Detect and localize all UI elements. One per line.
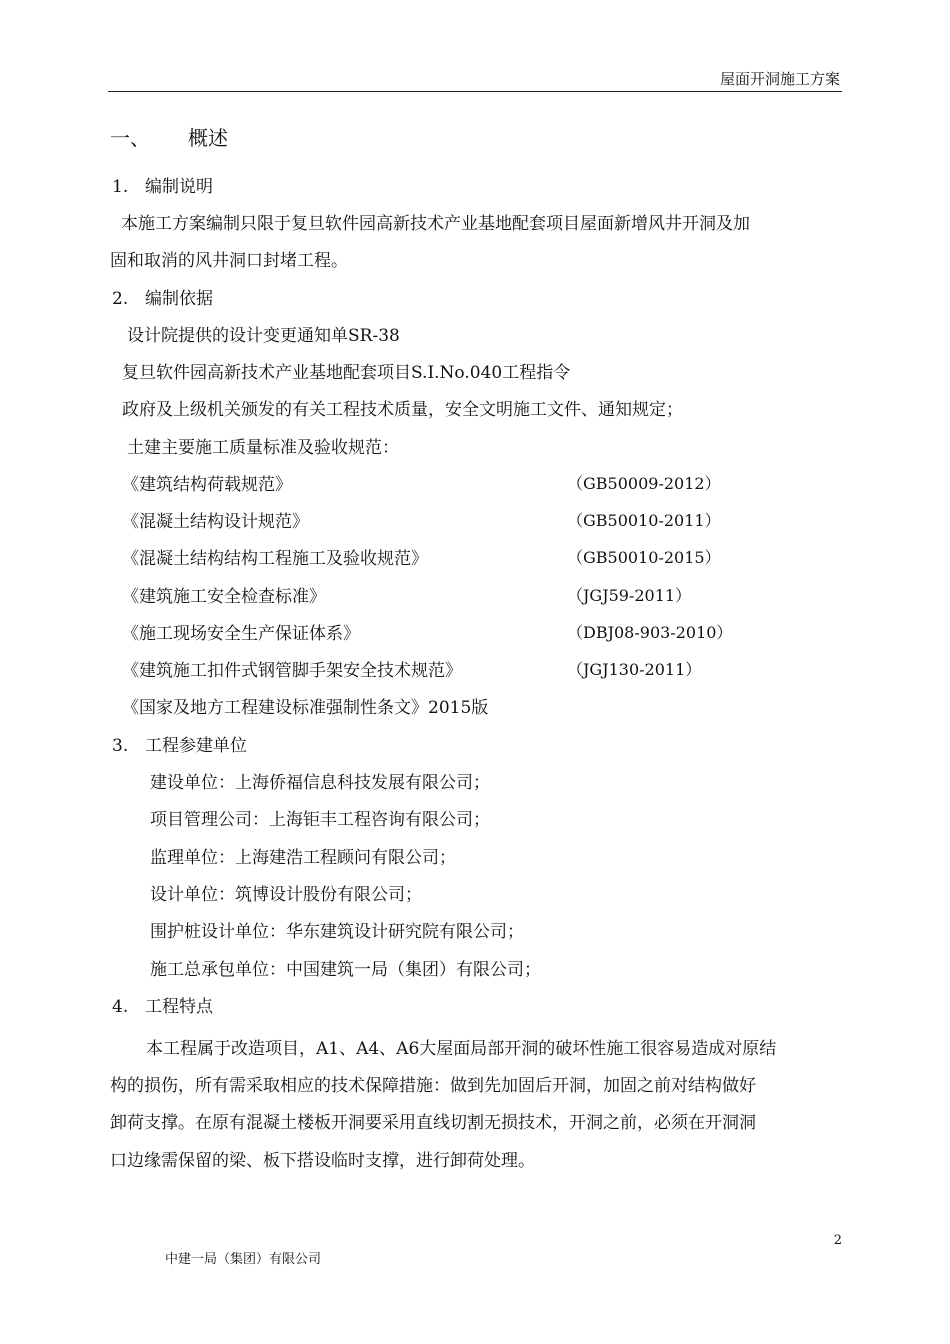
- standard-code: （JGJ59-2011）: [567, 586, 692, 605]
- unit-item: 项目管理公司：上海钜丰工程咨询有限公司；: [150, 810, 490, 830]
- basis-item: 政府及上级机关颁发的有关工程技术质量，安全文明施工文件、通知规定；: [122, 400, 683, 420]
- page-number: 2: [833, 1233, 842, 1248]
- paragraph-line: 固和取消的风井洞口封堵工程。: [110, 251, 348, 271]
- subsection-number: 4.: [112, 997, 129, 1017]
- standard-name: 《混凝土结构设计规范》: [122, 512, 309, 532]
- basis-item: 复旦软件园高新技术产业基地配套项目S.I.No.040工程指令: [122, 363, 571, 383]
- standard-name: 《建筑施工扣件式钢管脚手架安全技术规范》: [122, 661, 462, 681]
- subsection-title: 工程特点: [145, 997, 213, 1017]
- subsection-title: 编制说明: [145, 177, 213, 197]
- standard-name: 《国家及地方工程建设标准强制性条文》2015版: [122, 698, 489, 718]
- standard-name: 《施工现场安全生产保证体系》: [122, 624, 360, 644]
- standard-code: （GB50010-2011）: [567, 511, 721, 530]
- header-title: 屋面开洞施工方案: [719, 70, 840, 88]
- unit-item: 设计单位：筑博设计股份有限公司；: [150, 885, 422, 905]
- section-heading: [110, 122, 228, 151]
- paragraph-line: 卸荷支撑。在原有混凝土楼板开洞要采用直线切割无损技术，开洞之前，必须在开洞洞: [110, 1113, 756, 1133]
- standard-code: （GB50010-2015）: [567, 548, 721, 567]
- footer-company: 中建一局（集团）有限公司: [165, 1252, 322, 1267]
- section-number: 一、: [110, 126, 150, 150]
- paragraph-line: 构的损伤，所有需采取相应的技术保障措施：做到先加固后开洞，加固之前对结构做好: [110, 1076, 756, 1096]
- subsection-heading-3: [112, 731, 247, 756]
- subsection-number: 3.: [112, 736, 129, 756]
- subsection-heading-2: [112, 284, 213, 309]
- standard-name: 《建筑结构荷载规范》: [122, 475, 292, 495]
- standard-code: （JGJ130-2011）: [567, 660, 702, 679]
- subsection-title: 编制依据: [145, 289, 213, 309]
- standard-name: 《建筑施工安全检查标准》: [122, 587, 326, 607]
- unit-item: 建设单位：上海侨福信息科技发展有限公司；: [150, 773, 490, 793]
- unit-item: 施工总承包单位：中国建筑一局（集团）有限公司；: [150, 960, 541, 980]
- section-title: 概述: [188, 126, 228, 150]
- standard-name: 《混凝土结构结构工程施工及验收规范》: [122, 549, 428, 569]
- standard-code: （DBJ08-903-2010）: [567, 623, 733, 642]
- basis-item: 设计院提供的设计变更通知单SR-38: [127, 326, 400, 346]
- subsection-title: 工程参建单位: [145, 736, 247, 756]
- standard-code: （GB50009-2012）: [567, 474, 721, 493]
- paragraph-line: 本工程属于改造项目，A1、A4、A6大屋面局部开洞的破坏性施工很容易造成对原结: [146, 1039, 777, 1059]
- unit-item: 监理单位：上海建浩工程顾问有限公司；: [150, 848, 456, 868]
- paragraph-line: 口边缘需保留的梁、板下搭设临时支撑，进行卸荷处理。: [110, 1151, 535, 1171]
- subsection-heading-4: [112, 992, 213, 1017]
- header-rule: [108, 91, 842, 92]
- subsection-number: 2.: [112, 289, 129, 309]
- unit-item: 围护桩设计单位：华东建筑设计研究院有限公司；: [150, 922, 524, 942]
- subsection-heading-1: [112, 172, 213, 197]
- basis-item: 土建主要施工质量标准及验收规范：: [127, 438, 399, 458]
- subsection-number: 1.: [112, 177, 129, 197]
- paragraph-line: 本施工方案编制只限于复旦软件园高新技术产业基地配套项目屋面新增风井开洞及加: [121, 214, 750, 234]
